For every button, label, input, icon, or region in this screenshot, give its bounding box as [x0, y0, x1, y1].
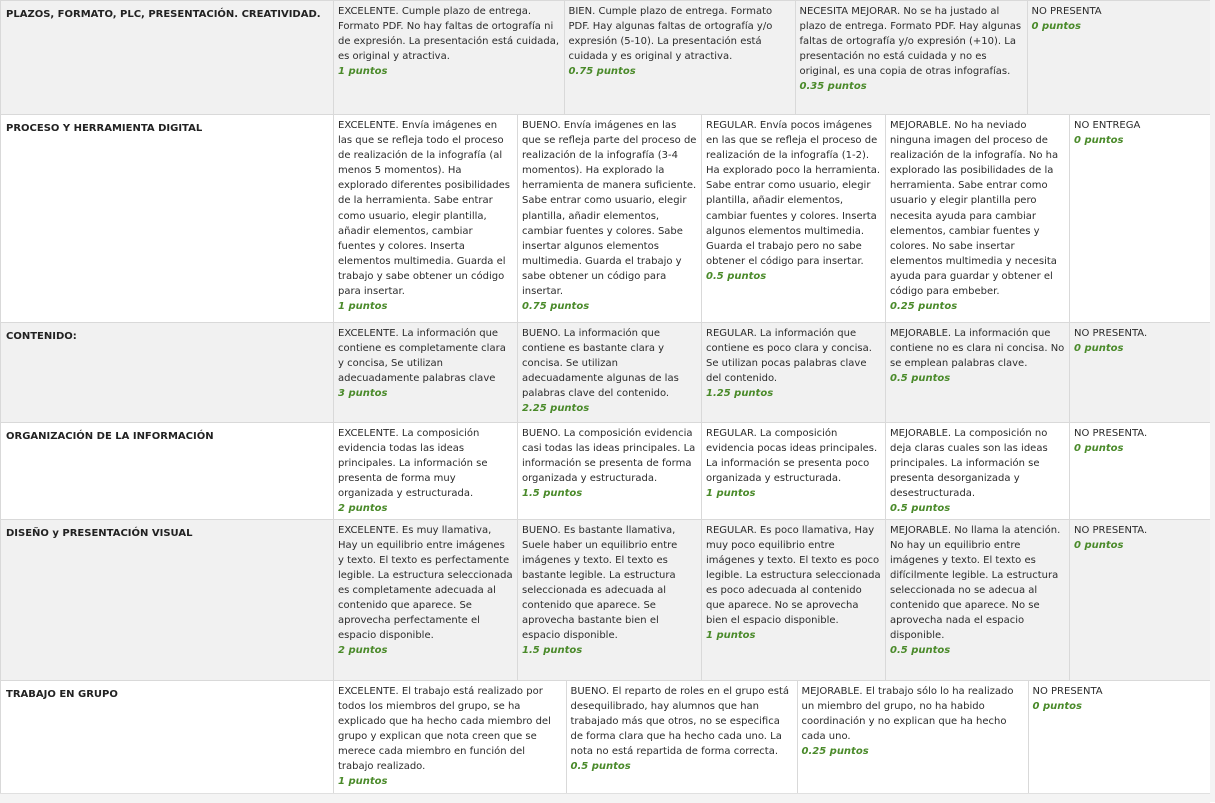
- level-description: MEJORABLE. El trabajo sólo lo ha realizado un miembro del grupo, no ha habido coordinación y no explican que ha hecho cada uno.: [801, 685, 1014, 742]
- level-description: MEJORABLE. La composición no deja claras cuales son las ideas principales. La información se presenta desorganizada y desestructurada.: [890, 428, 1048, 500]
- level-points: 0 puntos: [1074, 539, 1124, 551]
- level-points: 0.5 puntos: [890, 503, 951, 515]
- level-points: 0 puntos: [1074, 343, 1124, 355]
- level-points: 1 puntos: [338, 776, 388, 788]
- level-cell: [566, 681, 797, 794]
- criterion-cell: TRABAJO EN GRUPO: [1, 680, 334, 794]
- level-description: BUENO. El reparto de roles en el grupo está desequilibrado, hay alumnos que han trabajado más que otros, no se especifica de forma clara que ha hecho cada uno. La nota no está repartida de forma correcta.: [570, 685, 790, 757]
- criterion-cell: CONTENIDO:: [1, 323, 334, 423]
- level-cell: [886, 115, 1070, 323]
- level-points: 1 puntos: [338, 66, 388, 78]
- criterion-cell: PLAZOS, FORMATO, PLC, PRESENTACIÓN. CREATIVIDAD.: [1, 1, 334, 115]
- level-points: 0.25 puntos: [801, 745, 869, 757]
- level-description: NO PRESENTA.: [1074, 328, 1148, 339]
- level-description: MEJORABLE. No ha neviado ninguna imagen del proceso de realización de la infografía. No ha explorado las posibilidades de la herramienta. Sabe entrar como usuario y elegir plantilla pero necesita ayuda para cambiar elementos, cambiar fuentes y colores. No sabe insertar elementos multimedia y necesita ayuda para guardar y obtener el código para embeber.: [890, 120, 1059, 298]
- level-points: 2 puntos: [338, 645, 388, 657]
- level-description: NO ENTREGA: [1074, 120, 1141, 131]
- level-description: NECESITA MEJORAR. No se ha justado al plazo de entrega. Formato PDF. Hay algunas faltas de ortografía y/o expresión (+10). La presentación no está cuidada y no es original, es una copia de otras infografías.: [799, 6, 1022, 78]
- level-cell: [886, 519, 1070, 680]
- level-points: 0.5 puntos: [706, 270, 767, 282]
- level-description: REGULAR. La información que contiene es poco clara y concisa. Se utilizan pocas palabras clave del contenido.: [706, 328, 872, 385]
- level-cell: [518, 423, 702, 520]
- scrollbar-track[interactable]: [1210, 0, 1215, 802]
- level-cell: [334, 323, 518, 423]
- rubric-row: [1, 423, 1211, 520]
- level-description: NO PRESENTA.: [1074, 524, 1148, 536]
- levels-container: [334, 1, 1211, 115]
- level-description: MEJORABLE. La información que contiene no es clara ni concisa. No se emplean palabras clave.: [890, 328, 1065, 370]
- criterion-cell: DISEÑO y PRESENTACIÓN VISUAL: [1, 519, 334, 680]
- level-cell: [334, 115, 518, 323]
- level-description: NO PRESENTA.: [1074, 428, 1148, 439]
- levels-subtable: [334, 1, 1210, 114]
- level-points: 0.75 puntos: [522, 301, 590, 313]
- level-cell: [1070, 519, 1211, 680]
- level-points: 1.5 puntos: [522, 488, 583, 500]
- level-description: EXCELENTE. El trabajo está realizado por todos los miembros del grupo, se ha explicado que ha hecho cada miembro del grupo y explican que nota creen que se merece cada miembro en función del trabajo realizado.: [338, 685, 551, 773]
- level-description: EXCELENTE. Envía imágenes en las que se refleja todo el proceso de realización de la infografía (al menos 5 momentos). Ha explorado diferentes posibilidades de la herramienta. Sabe entrar como usuario, elegir plantilla, añadir elementos, cambiar fuentes y colores. Inserta elementos multimedia. Guarda el trabajo y sabe obtener un código para insertar.: [338, 120, 510, 298]
- level-points: 0.5 puntos: [890, 373, 951, 385]
- level-points: 0 puntos: [1031, 21, 1081, 33]
- level-cell: [334, 423, 518, 520]
- level-cell: [702, 115, 886, 323]
- rubric-row: [1, 680, 1211, 794]
- level-cell: [886, 323, 1070, 423]
- level-points: 1.5 puntos: [522, 645, 583, 657]
- level-cell: [1027, 1, 1210, 114]
- levels-subtable: [334, 681, 1210, 794]
- level-cell: [797, 681, 1028, 794]
- level-description: REGULAR. La composición evidencia pocas ideas principales. La información se presenta poco organizada y estructurada.: [706, 428, 878, 485]
- level-cell: [334, 681, 566, 794]
- rubric-row: [1, 323, 1211, 423]
- level-cell: [518, 519, 702, 680]
- level-points: 0 puntos: [1032, 700, 1082, 712]
- level-cell: [702, 323, 886, 423]
- level-cell: [334, 1, 564, 114]
- level-cell: [518, 323, 702, 423]
- level-description: NO PRESENTA: [1031, 6, 1102, 17]
- level-description: BUENO. Envía imágenes en las que se refleja parte del proceso de realización de la infografía (3-4 momentos). Ha explorado la herramienta de manera suficiente. Sabe entrar como usuario, elegir plantilla, añadir elementos, cambiar fuentes y colores. Sabe insertar algunos elementos multimedia. Guarda el trabajo y sabe obtener un código para insertar.: [522, 120, 697, 298]
- level-points: 1.25 puntos: [706, 388, 774, 400]
- level-points: 0.75 puntos: [568, 66, 636, 78]
- level-cell: [1070, 423, 1211, 520]
- level-description: EXCELENTE. Cumple plazo de entrega. Formato PDF. No hay faltas de ortografía ni de expresión. La presentación está cuidada, es original y atractiva.: [338, 6, 560, 63]
- level-description: BUENO. La información que contiene es bastante clara y concisa. Se utilizan adecuadamente algunas de las palabras clave del contenido.: [522, 328, 679, 400]
- level-points: 0.5 puntos: [890, 645, 951, 657]
- criterion-cell: PROCESO Y HERRAMIENTA DIGITAL: [1, 115, 334, 323]
- level-cell: [886, 423, 1070, 520]
- level-points: 2.25 puntos: [522, 403, 590, 415]
- level-cell: [795, 1, 1027, 114]
- level-cell: [1070, 323, 1211, 423]
- level-cell: [518, 115, 702, 323]
- level-points: 1 puntos: [706, 488, 756, 500]
- level-description: BUENO. La composición evidencia casi todas las ideas principales. La información se presenta de forma organizada y estructurada.: [522, 428, 696, 485]
- level-description: MEJORABLE. No llama la atención. No hay un equilibrio entre imágenes y texto. El texto es difícilmente legible. La estructura seleccionada no se adecua al contenido que aparece. No se aprovecha nada el espacio disponible.: [890, 524, 1061, 642]
- criterion-cell: ORGANIZACIÓN DE LA INFORMACIÓN: [1, 423, 334, 520]
- level-points: 0.35 puntos: [799, 81, 867, 93]
- rubric-row: [1, 1, 1211, 115]
- level-description: REGULAR. Es poco llamativa, Hay muy poco equilibrio entre imágenes y texto. El texto es poco legible. La estructura seleccionada es poco adecuada al contenido que aparece. No se aprovecha bien el espacio disponible.: [706, 524, 881, 627]
- level-cell: [1070, 115, 1211, 323]
- level-points: 2 puntos: [338, 503, 388, 515]
- rubric-row: [1, 519, 1211, 680]
- level-description: EXCELENTE. Es muy llamativa, Hay un equilibrio entre imágenes y texto. El texto es perfectamente legible. La estructura seleccionada es completamente adecuada al contenido que aparece. Se aprovecha perfectamente el espacio disponible.: [338, 524, 513, 642]
- level-points: 0.25 puntos: [890, 301, 958, 313]
- level-cell: [334, 519, 518, 680]
- rubric-row: [1, 115, 1211, 323]
- level-points: 1 puntos: [338, 301, 388, 313]
- level-description: EXCELENTE. La composición evidencia todas las ideas principales. La información se presenta de forma muy organizada y estructurada.: [338, 428, 488, 500]
- level-cell: [1028, 681, 1210, 794]
- level-cell: [564, 1, 795, 114]
- level-points: 0 puntos: [1074, 443, 1124, 455]
- levels-container: [334, 680, 1211, 794]
- level-description: REGULAR. Envía pocos imágenes en las que se refleja el proceso de realización de la infografía (1-2). Ha explorado poco la herramienta. Sabe entrar como usuario, elegir plantilla, añadir elementos, cambiar fuentes y colores. Inserta algunos elementos multimedia. Guarda el trabajo pero no sabe obtener el código para insertar.: [706, 120, 881, 267]
- level-points: 1 puntos: [706, 630, 756, 642]
- level-description: BUENO. Es bastante llamativa, Suele haber un equilibrio entre imágenes y texto. El texto es bastante legible. La estructura seleccionada es adecuada al contenido que aparece. Se aprovecha bastante bien el espacio disponible.: [522, 524, 678, 642]
- level-cell: [702, 519, 886, 680]
- level-description: BIEN. Cumple plazo de entrega. Formato PDF. Hay algunas faltas de ortografía y/o expresión (5-10). La presentación está cuidada y es original y atractiva.: [568, 6, 773, 63]
- level-points: 0 puntos: [1074, 135, 1124, 147]
- level-description: NO PRESENTA: [1032, 685, 1103, 697]
- level-description: EXCELENTE. La información que contiene es completamente clara y concisa, Se utilizan adecuadamente palabras clave: [338, 328, 506, 385]
- level-points: 0.5 puntos: [570, 761, 631, 773]
- level-points: 3 puntos: [338, 388, 388, 400]
- level-cell: [702, 423, 886, 520]
